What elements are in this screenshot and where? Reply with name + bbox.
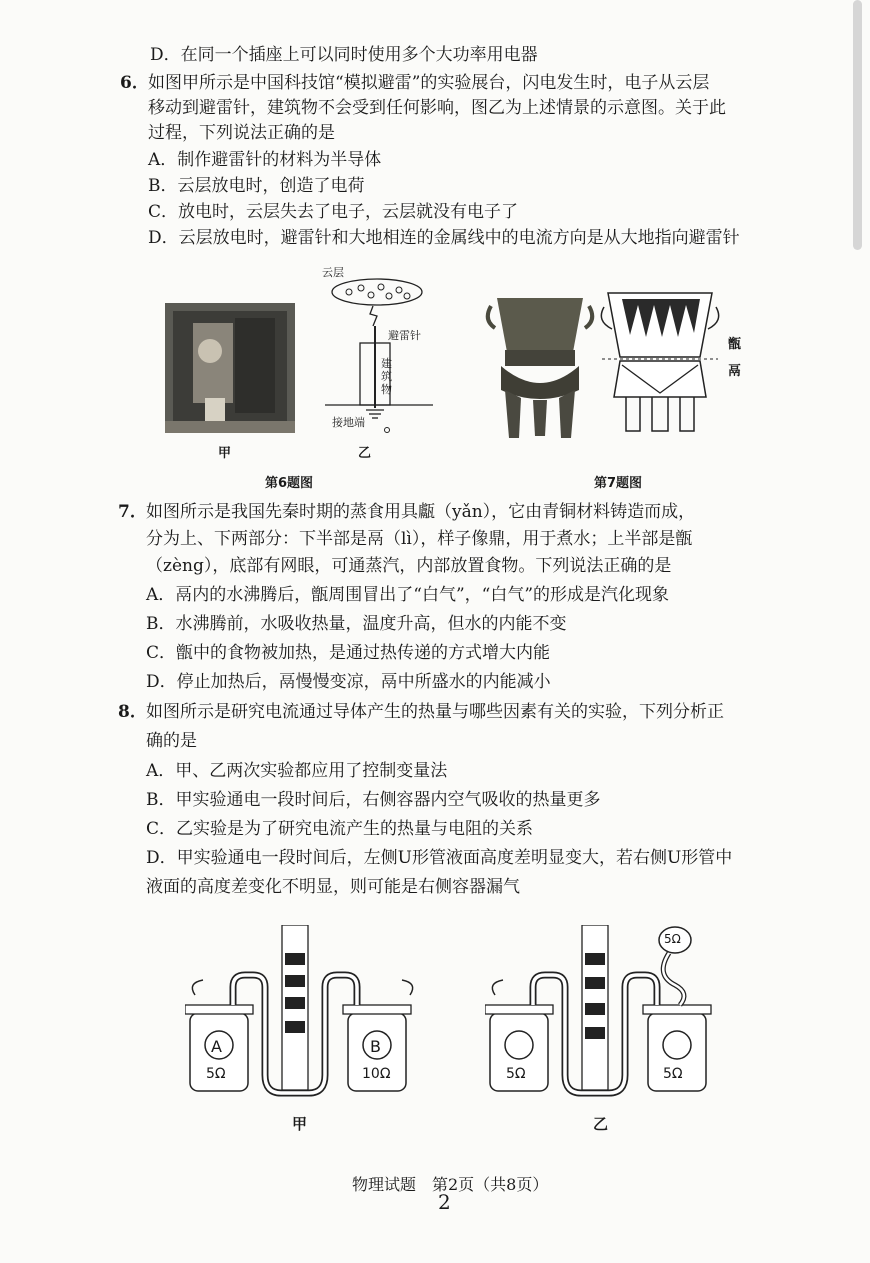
q7-stem-1: 如图所示是我国先秦时期的蒸食用具甗（yǎn），它由青铜材料铸造而成，: [146, 502, 696, 522]
footer-page-number: 2: [438, 1190, 451, 1214]
q8-number: 8．: [118, 702, 147, 722]
footer-title: 物理试题 第2页（共8页）: [352, 1175, 549, 1194]
q6-label-ground: 接地端: [332, 416, 365, 429]
q6-option-a: A．制作避雷针的材料为半导体: [148, 150, 382, 170]
q8-option-d-2: 液面的高度差变化不明显，则可能是右侧容器漏气: [146, 877, 520, 897]
q8-jia-left-resistance: 5Ω: [206, 1066, 226, 1082]
q7-diagram-yan: [600, 285, 720, 440]
q8-stem-1: 如图所示是研究电流通过导体产生的热量与哪些因素有关的实验，下列分析正: [146, 702, 724, 722]
q6-figure-caption: 第6题图: [265, 476, 314, 491]
q7-option-a: A．鬲内的水沸腾后，甑周围冒出了“白气”，“白气”的形成是汽化现象: [146, 585, 670, 605]
q6-option-d: D．云层放电时，避雷针和大地相连的金属线中的电流方向是从大地指向避雷针: [148, 228, 740, 248]
q8-option-d-1: D．甲实验通电一段时间后，左侧U形管液面高度差明显变大，若右侧U形管中: [146, 848, 733, 868]
q7-stem-3: （zèng），底部有网眼，可通蒸汽，内部放置食物。下列说法正确的是: [146, 556, 672, 576]
q6-label-cloud: 云层: [322, 266, 344, 279]
q6-label-building: 建筑物: [381, 357, 392, 396]
q7-label-zeng: 甑: [728, 337, 742, 352]
q6-option-b: B．云层放电时，创造了电荷: [148, 176, 365, 196]
q8-stem-2: 确的是: [146, 731, 197, 751]
q7-option-c: C．甑中的食物被加热，是通过热传递的方式增大内能: [146, 643, 551, 663]
q6-number: 6．: [120, 73, 149, 93]
q6-label-rod: 避雷针: [388, 329, 421, 342]
q7-number: 7．: [118, 502, 147, 522]
q8-option-b: B．甲实验通电一段时间后，右侧容器内空气吸收的热量更多: [146, 790, 601, 810]
scrollbar[interactable]: [853, 0, 862, 250]
q6-diagram-yi: [315, 270, 450, 435]
q6-photo-jia: [165, 303, 295, 433]
q6-stem-2: 移动到避雷针，建筑物不会受到任何影响，图乙为上述情景的示意图。关于此: [148, 98, 726, 118]
q7-option-b: B．水沸腾前，水吸收热量，温度升高，但水的内能不变: [146, 614, 567, 634]
q7-label-li: 鬲: [728, 364, 742, 379]
q8-fig-label-yi: 乙: [593, 1115, 609, 1133]
q6-fig-label-yi: 乙: [358, 446, 372, 461]
q8-option-c: C．乙实验是为了研究电流产生的热量与电阻的关系: [146, 819, 534, 839]
q6-option-c: C．放电时，云层失去了电子，云层就没有电子了: [148, 202, 519, 222]
q7-figure-caption: 第7题图: [594, 476, 643, 491]
q8-yi-external-resistance: 5Ω: [664, 932, 681, 946]
q8-jia-left-name: A: [211, 1037, 222, 1056]
q8-yi-left-resistance: 5Ω: [506, 1066, 526, 1082]
q6-stem-1: 如图甲所示是中国科技馆“模拟避雷”的实验展台，闪电发生时，电子从云层: [148, 73, 710, 93]
q8-jia-right-name: B: [370, 1037, 381, 1056]
q6-fig-label-jia: 甲: [218, 446, 232, 461]
q8-jia-right-resistance: 10Ω: [362, 1066, 391, 1082]
q7-option-d: D．停止加热后，鬲慢慢变凉，鬲中所盛水的内能减小: [146, 672, 551, 692]
q6-stem-3: 过程，下列说法正确的是: [148, 123, 335, 143]
q7-stem-2: 分为上、下两部分：下半部是鬲（lì），样子像鼎，用于煮水；上半部是甑: [146, 529, 693, 549]
q8-option-a: A．甲、乙两次实验都应用了控制变量法: [146, 761, 448, 781]
q8-fig-label-jia: 甲: [292, 1115, 308, 1133]
q8-yi-right-resistance: 5Ω: [663, 1066, 683, 1082]
q5-option-d: D．在同一个插座上可以同时使用多个大功率用电器: [150, 45, 538, 65]
q7-photo-yan: [485, 290, 595, 440]
